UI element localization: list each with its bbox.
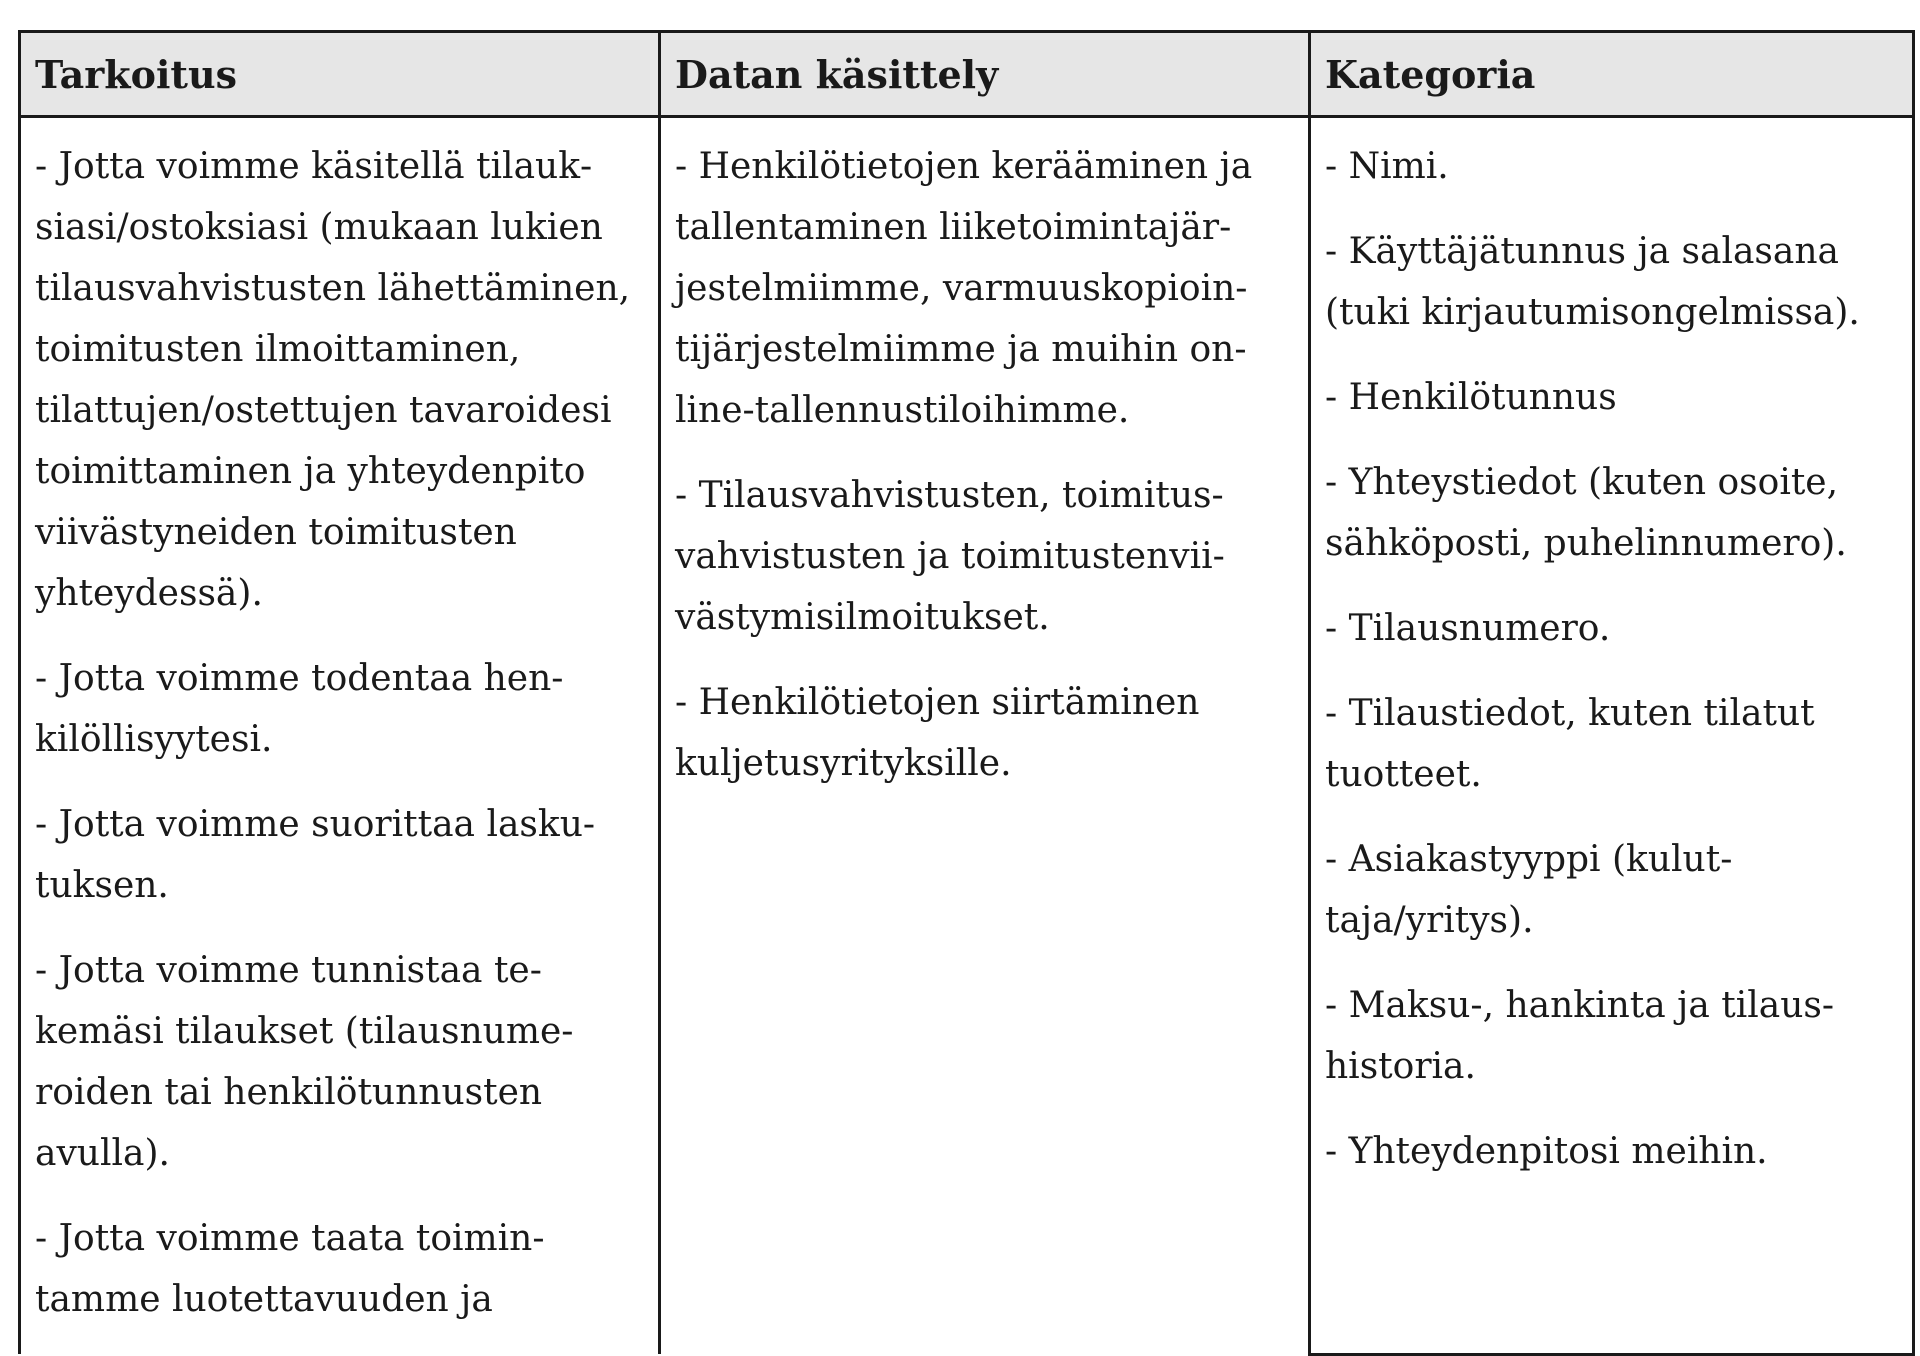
header-row [20, 32, 1914, 117]
data-processing-item: - Henkilötietojen siirtäminen kuljetusyrityksille. [675, 682, 1200, 784]
category-item: - Nimi. [1325, 146, 1449, 187]
header-purpose: Tarkoitus [20, 32, 660, 117]
purpose-cell [20, 117, 660, 1355]
category-item: - Käyttäjätunnus ja salasana (tuki kirjautumisongelmissa). [1325, 231, 1860, 333]
category-item: - Yhteystiedot (kuten osoite, sähköposti, puhelinnumero). [1325, 462, 1847, 564]
category-item: - Tilausnumero. [1325, 608, 1611, 649]
category-item: - Yhteydenpitosi meihin. [1325, 1131, 1768, 1172]
data-processing-item: - Henkilötietojen kerääminen ja tallentaminen liiketoimintajärjestelmiimme, varmuuskopiointijärjestelmiimme ja muihin online-tallennustiloihimme. [675, 146, 1253, 431]
privacy-data-table [18, 30, 1915, 1356]
category-item: - Tilaustiedot, kuten tilatut tuotteet. [1325, 693, 1815, 795]
category-item: - Henkilötunnus [1325, 377, 1617, 418]
category-cell [1310, 117, 1914, 1355]
data-processing-item: - Tilausvahvistusten, toimitusvahvistusten ja toimitustenviivästymisilmoitukset. [675, 475, 1225, 638]
purpose-item: - Jotta voimme tunnistaa tekemäsi tilaukset (tilausnumeroiden tai henkilötunnusten avulla). [35, 950, 574, 1174]
purpose-item: - Jotta voimme taata toimintamme luotettavuuden ja [35, 1218, 545, 1320]
purpose-item: - Jotta voimme käsitellä tilauksiasi/ostoksiasi (mukaan lukien tilausvahvistusten lähettäminen, toimitusten ilmoittaminen, tilattujen/ostettujen tavaroidesi toimittaminen ja yhteydenpito viivästyneiden toimitusten yhteydessä). [35, 146, 631, 614]
category-item: - Asiakastyyppi (kuluttaja/yritys). [1325, 839, 1733, 941]
purpose-item: - Jotta voimme suorittaa laskutuksen. [35, 804, 596, 906]
purpose-item: - Jotta voimme todentaa henkilöllisyytesi. [35, 658, 564, 760]
data-processing-cell [660, 117, 1310, 1355]
header-data-processing: Datan käsittely [660, 32, 1310, 117]
header-category: Kategoria [1310, 32, 1914, 117]
category-item: - Maksu-, hankinta ja tilaushistoria. [1325, 985, 1835, 1087]
table-row [20, 117, 1914, 1355]
